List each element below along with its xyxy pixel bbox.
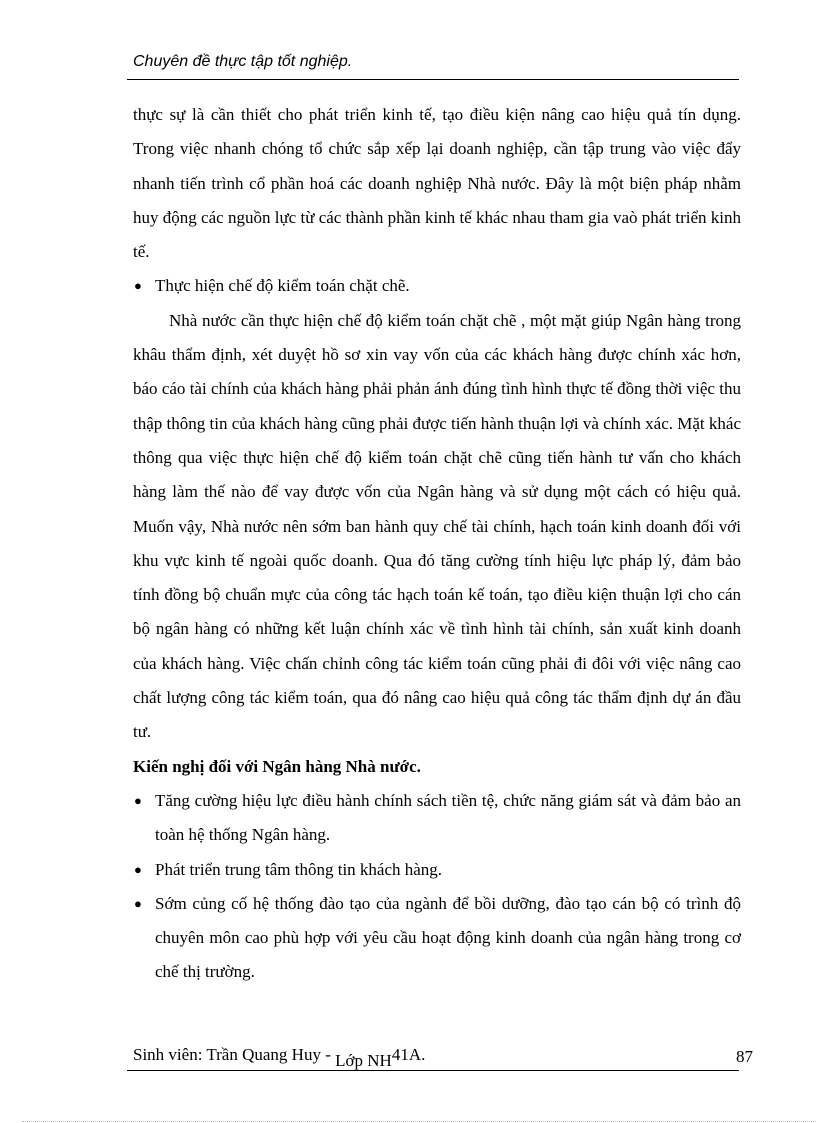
list-item-text: Phát triển trung tâm thông tin khách hàng.	[155, 859, 443, 879]
bullet-icon: ●	[134, 895, 142, 911]
header-title: Chuyên đề thực tập tốt nghiệp.	[133, 53, 353, 70]
list-item	[133, 784, 741, 853]
audit-bullet-list	[133, 269, 741, 303]
list-item-text: Thực hiện chế độ kiểm toán chặt chẽ.	[155, 276, 410, 296]
list-item-text: Tăng cường hiệu lực điều hành chính sách tiền tệ, chức năng giám sát và đảm bảo an toàn hệ thống Ngân hàng.	[155, 790, 741, 845]
recommendation-list	[133, 784, 741, 990]
list-item-text: Sớm củng cố hệ thống đào tạo của ngành để bồi dưỡng, đào tạo cán bộ có trình độ chuyên môn cao phù hợp với yêu cầu hoạt động kinh doanh của ngân hàng trong cơ chế thị trường.	[155, 893, 741, 982]
list-item-audit	[133, 269, 741, 303]
list-item	[133, 887, 741, 990]
footer-class-suffix: 41A.	[391, 1045, 426, 1064]
header-divider	[127, 79, 739, 80]
footer-student: Sinh viên: Trần Quang Huy -	[133, 1045, 331, 1064]
bullet-icon: ●	[134, 861, 142, 877]
paragraph-continuation: thực sự là cần thiết cho phát triển kinh tế, tạo điều kiện nâng cao hiệu quả tín dụng. Trong việc nhanh chóng tổ chức sắp xếp lại doanh nghiệp, cần tập trung vào việc đẩy nhanh tiến trình cổ phần hoá các doanh nghiệp Nhà nước. Đây là một biện pháp nhằm huy động các nguồn lực từ các thành phần kinh tế khác nhau tham gia vaò phát triển kinh tế.	[133, 105, 741, 262]
document-body	[133, 98, 741, 990]
page-footer	[133, 1044, 426, 1070]
paragraph-audit-detail: Nhà nước cần thực hiện chế độ kiểm toán chặt chẽ , một mặt giúp Ngân hàng trong khâu thẩm định, xét duyệt hồ sơ xin vay vốn của các khách hàng được chính xác hơn, báo cáo tài chính của khách hàng phải phản ánh đúng tình hình thực tế đồng thời việc thu thập thông tin của khách hàng cũng phải được tiến hành thuận lợi và chính xác. Mặt khác thông qua việc thực hiện chế độ kiểm toán chặt chẽ cũng tiến hành tư vấn cho khách hàng làm thế nào để vay được vốn của Ngân hàng và sử dụng một cách có hiệu quả. Muốn vậy, Nhà nước nên sớm ban hành quy chế tài chính, hạch toán kinh doanh đối với khu vực kinh tế ngoài quốc doanh. Qua đó tăng cường tính hiệu lực pháp lý, đảm bảo tính đồng bộ chuẩn mực của công tác hạch toán kế toán, tạo điều kiện thuận lợi cho cán bộ ngân hàng có những kết luận chính xác về tình hình tài chính, sản xuất kinh doanh của khách hàng. Việc chấn chỉnh công tác kiểm toán cũng phải đi đôi với việc nâng cao chất lượng công tác kiểm toán, qua đó nâng cao hiệu quả công tác thẩm định dự án đầu tư.	[133, 310, 741, 742]
bullet-icon: ●	[134, 278, 142, 294]
page-header	[133, 51, 739, 73]
list-item	[133, 853, 741, 887]
footer-divider	[127, 1070, 739, 1071]
page-number: 87	[736, 1047, 753, 1066]
section-heading: Kiến nghị đối với Ngân hàng Nhà nước.	[133, 756, 421, 776]
bullet-icon: ●	[134, 792, 142, 808]
footer-class-prefix: Lớp NH	[335, 1051, 392, 1070]
page-boundary	[22, 1121, 816, 1122]
